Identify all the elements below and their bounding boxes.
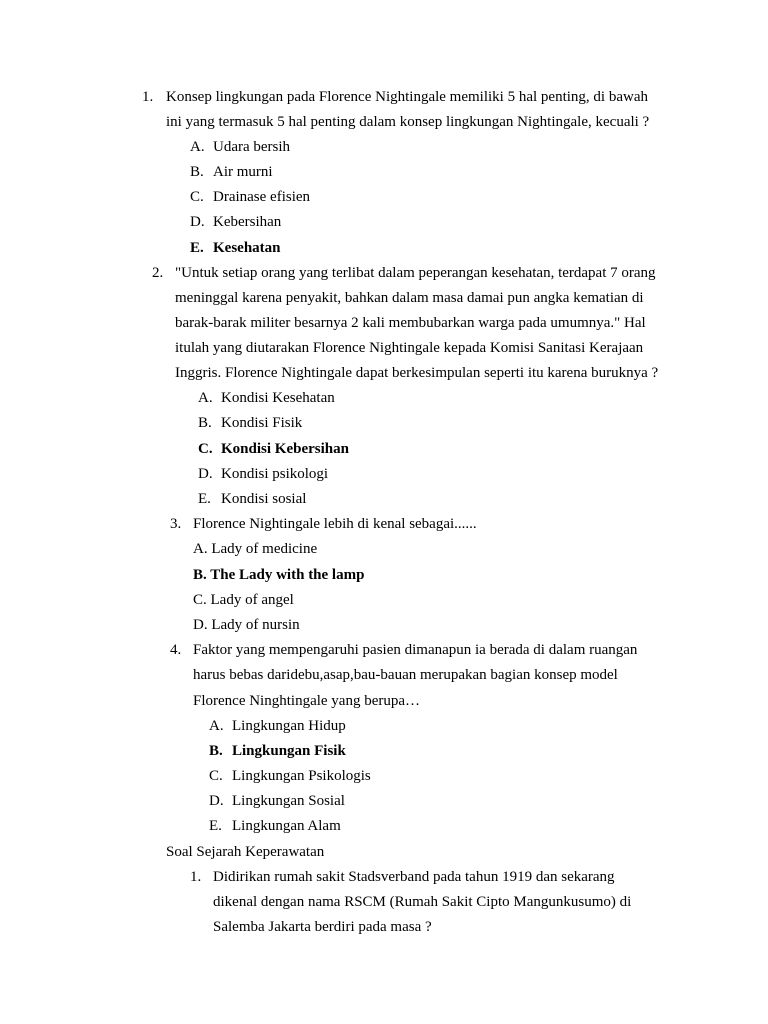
option-letter: D. bbox=[198, 466, 213, 482]
option-letter: C. bbox=[193, 592, 207, 608]
option-text: Kebersihan bbox=[213, 214, 282, 230]
question-3-text-line: Florence Nightingale lebih di kenal sebagai...... bbox=[193, 516, 477, 532]
question-4-text-line: harus bebas daridebu,asap,bau-bauan merupakan bagian konsep model bbox=[193, 667, 618, 683]
option-text: Lady of medicine bbox=[211, 541, 318, 557]
question-2-text-line: itulah yang diutarakan Florence Nightingale kepada Komisi Sanitasi Kerajaan bbox=[175, 340, 644, 356]
option-text: Kondisi psikologi bbox=[221, 466, 329, 482]
option-line bbox=[193, 616, 300, 635]
option-letter: E. bbox=[198, 491, 211, 507]
option-text-answer: The Lady with the lamp bbox=[210, 567, 365, 583]
option-letter: A. bbox=[209, 718, 224, 734]
option-text-answer: Lingkungan Fisik bbox=[232, 743, 346, 759]
section-question-1-text-line: Salemba Jakarta berdiri pada masa ? bbox=[213, 919, 432, 935]
option-letter: D. bbox=[193, 617, 208, 633]
option-letter: D. bbox=[209, 793, 224, 809]
question-2-text-line: meninggal karena penyakit, bahkan dalam masa damai pun angka kematian di bbox=[175, 290, 644, 306]
option-letter-answer: B. bbox=[193, 567, 207, 583]
option-letter-answer: B. bbox=[209, 743, 223, 759]
option-line bbox=[193, 591, 294, 610]
option-text: Lingkungan Psikologis bbox=[232, 768, 371, 784]
option-text: Air murni bbox=[213, 164, 273, 180]
question-2-text-line: barak-barak militer besarnya 2 kali membubarkan warga pada umumnya." Hal bbox=[175, 315, 646, 331]
option-text: Lingkungan Hidup bbox=[232, 718, 346, 734]
option-letter: C. bbox=[190, 189, 204, 205]
question-1-text-line: ini yang termasuk 5 hal penting dalam konsep lingkungan Nightingale, kecuali ? bbox=[166, 114, 650, 130]
question-1-text-line: Konsep lingkungan pada Florence Nightingale memiliki 5 hal penting, di bawah bbox=[166, 89, 648, 105]
option-text: Udara bersih bbox=[213, 139, 291, 155]
option-text: Lingkungan Sosial bbox=[232, 793, 345, 809]
option-letter: A. bbox=[193, 541, 208, 557]
option-letter-answer: E. bbox=[190, 240, 204, 256]
option-text: Kondisi Kesehatan bbox=[221, 390, 335, 406]
section-question-1-text-line: dikenal dengan nama RSCM (Rumah Sakit Cipto Mangunkusumo) di bbox=[213, 894, 632, 910]
question-4-text-line: Faktor yang mempengaruhi pasien dimanapun ia berada di dalam ruangan bbox=[193, 642, 638, 658]
option-text: Lingkungan Alam bbox=[232, 818, 341, 834]
option-text: Drainase efisien bbox=[213, 189, 311, 205]
option-text: Kondisi sosial bbox=[221, 491, 307, 507]
option-letter: B. bbox=[198, 415, 212, 431]
question-4-number: 4. bbox=[170, 642, 182, 658]
option-letter: B. bbox=[190, 164, 204, 180]
option-letter: A. bbox=[190, 139, 205, 155]
option-line bbox=[193, 540, 317, 559]
question-4-text-line: Florence Ninghtingale yang berupa… bbox=[193, 693, 421, 709]
option-letter: D. bbox=[190, 214, 205, 230]
question-2-number: 2. bbox=[152, 265, 164, 281]
question-3-number: 3. bbox=[170, 516, 182, 532]
option-letter-answer: C. bbox=[198, 441, 213, 457]
question-2-text-line: "Untuk setiap orang yang terlibat dalam peperangan kesehatan, terdapat 7 orang bbox=[175, 265, 656, 281]
section-question-1-text-line: Didirikan rumah sakit Stadsverband pada tahun 1919 dan sekarang bbox=[213, 869, 615, 885]
option-text: Kondisi Fisik bbox=[221, 415, 303, 431]
section-heading: Soal Sejarah Keperawatan bbox=[166, 844, 325, 860]
question-1-number: 1. bbox=[142, 89, 154, 105]
question-2-text-line: Inggris. Florence Nightingale dapat berkesimpulan seperti itu karena buruknya ? bbox=[175, 365, 659, 381]
option-letter: E. bbox=[209, 818, 222, 834]
option-text-answer: Kondisi Kebersihan bbox=[221, 441, 349, 457]
option-letter: C. bbox=[209, 768, 223, 784]
option-text: Lady of nursin bbox=[211, 617, 300, 633]
option-text-answer: Kesehatan bbox=[213, 240, 281, 256]
option-letter: A. bbox=[198, 390, 213, 406]
section-question-1-number: 1. bbox=[190, 869, 202, 885]
option-text: Lady of angel bbox=[210, 592, 294, 608]
option-line-answer bbox=[193, 566, 364, 585]
